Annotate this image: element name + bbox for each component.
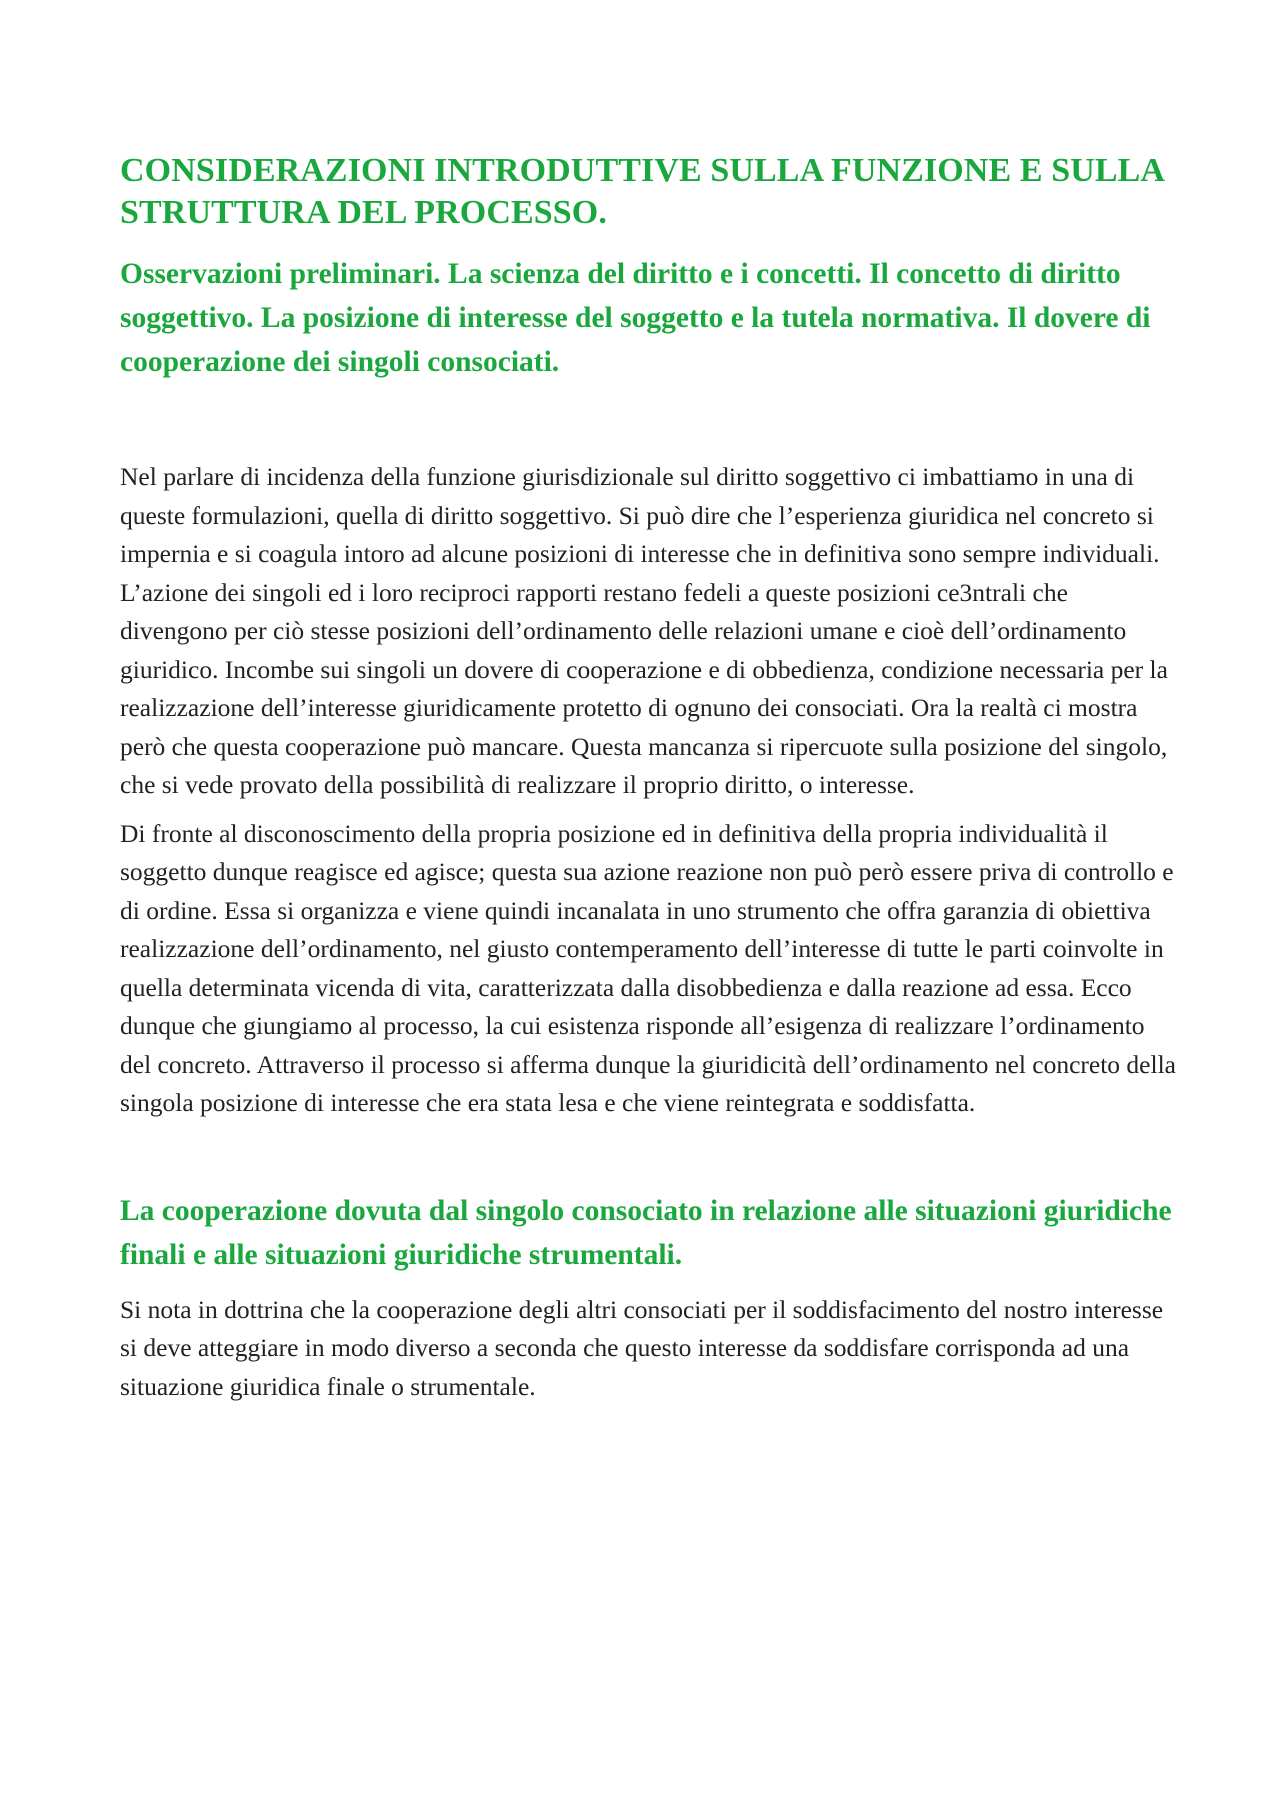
body-paragraph-2: Di fronte al disconoscimento della propria posizione ed in definitiva della propria individualità il soggetto dunque reagisce ed agisce; questa sua azione reazione non può però essere priva di controllo e di ordine. Essa si organizza e viene quindi incanalata in uno strumento che offra garanzia di obiettiva realizzazione dell’ordinamento, nel giusto contemperamento dell’interesse di tutte le parti coinvolte in quella determinata vicenda di vita, caratterizzata dalla disobbedienza e dalla reazione ad essa. Ecco dunque che giungiamo al processo, la cui esistenza risponde all’esigenza di realizzare l’ordinamento del concreto. Attraverso il processo si afferma dunque la giuridicità dell’ordinamento nel concreto della singola posizione di interesse che era stata lesa e che viene reintegrata e soddisfatta. (120, 818, 1176, 1117)
document-title: CONSIDERAZIONI INTRODUTTIVE SULLA FUNZIONE E SULLA STRUTTURA DEL PROCESSO. (120, 152, 1164, 231)
section-paragraph: Si nota in dottrina che la cooperazione degli altri consociati per il soddisfacimento del nostro interesse si deve atteggiare in modo diverso a seconda che questo interesse da soddisfare corrisponda ad una situazione giuridica finale o strumentale. (120, 1294, 1164, 1401)
section-heading: La cooperazione dovuta dal singolo consociato in relazione alle situazioni giuridiche finali e alle situazioni giuridiche strumentali. (120, 1194, 1172, 1271)
body-paragraph-1: Nel parlare di incidenza della funzione giurisdizionale sul diritto soggettivo ci imbattiamo in una di queste formulazioni, quella di diritto soggettivo. Si può dire che l’esperienza giuridica nel concreto si impernia e si coagula intoro ad alcune posizioni di interesse che in definitiva sono sempre individuali. L’azione dei singoli ed i loro reciproci rapporti restano fedeli a queste posizioni ce3ntrali che divengono per ciò stesse posizioni dell’ordinamento delle relazioni umane e cioè dell’ordinamento giuridico. Incombe sui singoli un dovere di cooperazione e di obbedienza, condizione necessaria per la realizzazione dell’interesse giuridicamente protetto di ognuno dei consociati. Ora la realtà ci mostra però che questa cooperazione può mancare. Questa mancanza si ripercuote sulla posizione del singolo, che si vede provato della possibilità di realizzare il proprio diritto, o interesse. (120, 462, 1168, 799)
document-page (120, 150, 1180, 1406)
document-subtitle: Osservazioni preliminari. La scienza del diritto e i concetti. Il concetto di diritto soggettivo. La posizione di interesse del soggetto e la tutela normativa. Il dovere di cooperazione dei singoli consociati. (120, 258, 1151, 378)
